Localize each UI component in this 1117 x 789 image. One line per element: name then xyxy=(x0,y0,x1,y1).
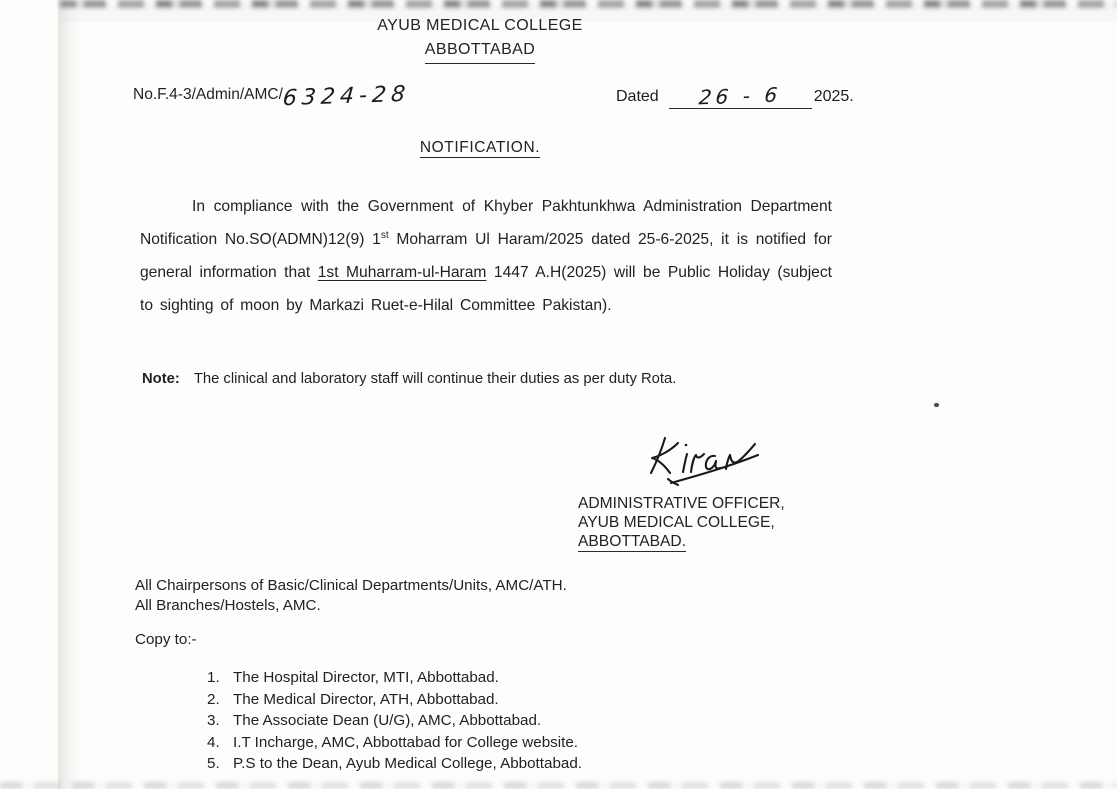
copy-to-item xyxy=(207,710,582,732)
scan-speck xyxy=(934,403,939,407)
signatory-designation: ADMINISTRATIVE OFFICER, xyxy=(578,495,785,512)
distribution-line: All Branches/Hostels, AMC. xyxy=(135,596,321,614)
scan-left-edge-shadow xyxy=(58,0,82,789)
body-superscript: st xyxy=(380,229,389,241)
signatory-city: ABBOTTABAD. xyxy=(578,533,686,553)
copy-item-number: 3. xyxy=(207,712,220,730)
copy-item-text: The Associate Dean (U/G), AMC, Abbottabad. xyxy=(233,712,542,730)
signatory-institution: AYUB MEDICAL COLLEGE, xyxy=(578,513,775,531)
note-label: Note: xyxy=(142,371,180,387)
distribution-line: All Chairpersons of Basic/Clinical Departments/Units, AMC/ATH. xyxy=(135,577,567,594)
signature-block xyxy=(578,495,785,552)
body-seg3: 1447 A.H(2025) will be Public Holiday (subject to sighting of moon by Markazi Ruet-e-Hilal Committee Pakistan). xyxy=(140,264,832,314)
date-underline xyxy=(669,84,812,109)
copy-item-number: 5. xyxy=(207,755,220,773)
copy-to-label: Copy to:- xyxy=(135,631,197,648)
body-seg2: Moharram Ul Haram/2025 dated 25-6-2025, it is notified for general information that xyxy=(140,231,832,281)
letterhead xyxy=(130,14,830,64)
body-underlined-phrase: 1st Muharram-ul-Haram xyxy=(317,264,487,281)
copy-item-number: 2. xyxy=(207,690,220,708)
note-line xyxy=(142,371,862,387)
copy-item-text: I.T Incharge, AMC, Abbottabad for College website. xyxy=(233,733,579,751)
reference-number xyxy=(133,81,412,112)
body-seg1: In compliance with the Government of Khyber Pakhtunkhwa Administration Department Notification No.SO(ADMN)12(9) 1 xyxy=(140,198,832,248)
signature-handwriting xyxy=(638,428,788,494)
copy-item-text: P.S to the Dean, Ayub Medical College, Abbottabad. xyxy=(233,755,582,773)
reference-date-row xyxy=(0,78,1117,118)
copy-to-item xyxy=(207,689,582,711)
copy-item-number: 1. xyxy=(207,669,220,686)
document-title xyxy=(130,139,830,157)
copy-to-list xyxy=(207,667,582,775)
copy-item-number: 4. xyxy=(207,733,220,751)
copy-item-text: The Medical Director, ATH, Abbottabad. xyxy=(233,690,499,708)
date-year: 2025. xyxy=(813,88,854,105)
note-text: The clinical and laboratory staff will continue their duties as per duty Rota. xyxy=(193,371,677,387)
body-paragraph xyxy=(140,190,832,322)
scan-ghost-strip-bottom xyxy=(0,782,1117,789)
date-handwritten: 26 - 6 xyxy=(697,82,783,110)
document-title-text: NOTIFICATION. xyxy=(419,139,541,156)
copy-to-item xyxy=(207,732,582,754)
copy-to-item xyxy=(207,667,582,689)
copy-item-text: The Hospital Director, MTI, Abbottabad. xyxy=(233,669,499,686)
institution-name: AYUB MEDICAL COLLEGE xyxy=(377,17,583,34)
institution-city: ABBOTTABAD xyxy=(425,38,535,64)
distribution-list xyxy=(135,576,567,615)
reference-typed: No.F.4-3/Admin/AMC/ xyxy=(133,86,283,103)
copy-to-item xyxy=(207,753,582,775)
date-block xyxy=(616,84,854,109)
date-label: Dated xyxy=(616,88,659,105)
reference-handwritten: 6324-28 xyxy=(281,81,412,112)
